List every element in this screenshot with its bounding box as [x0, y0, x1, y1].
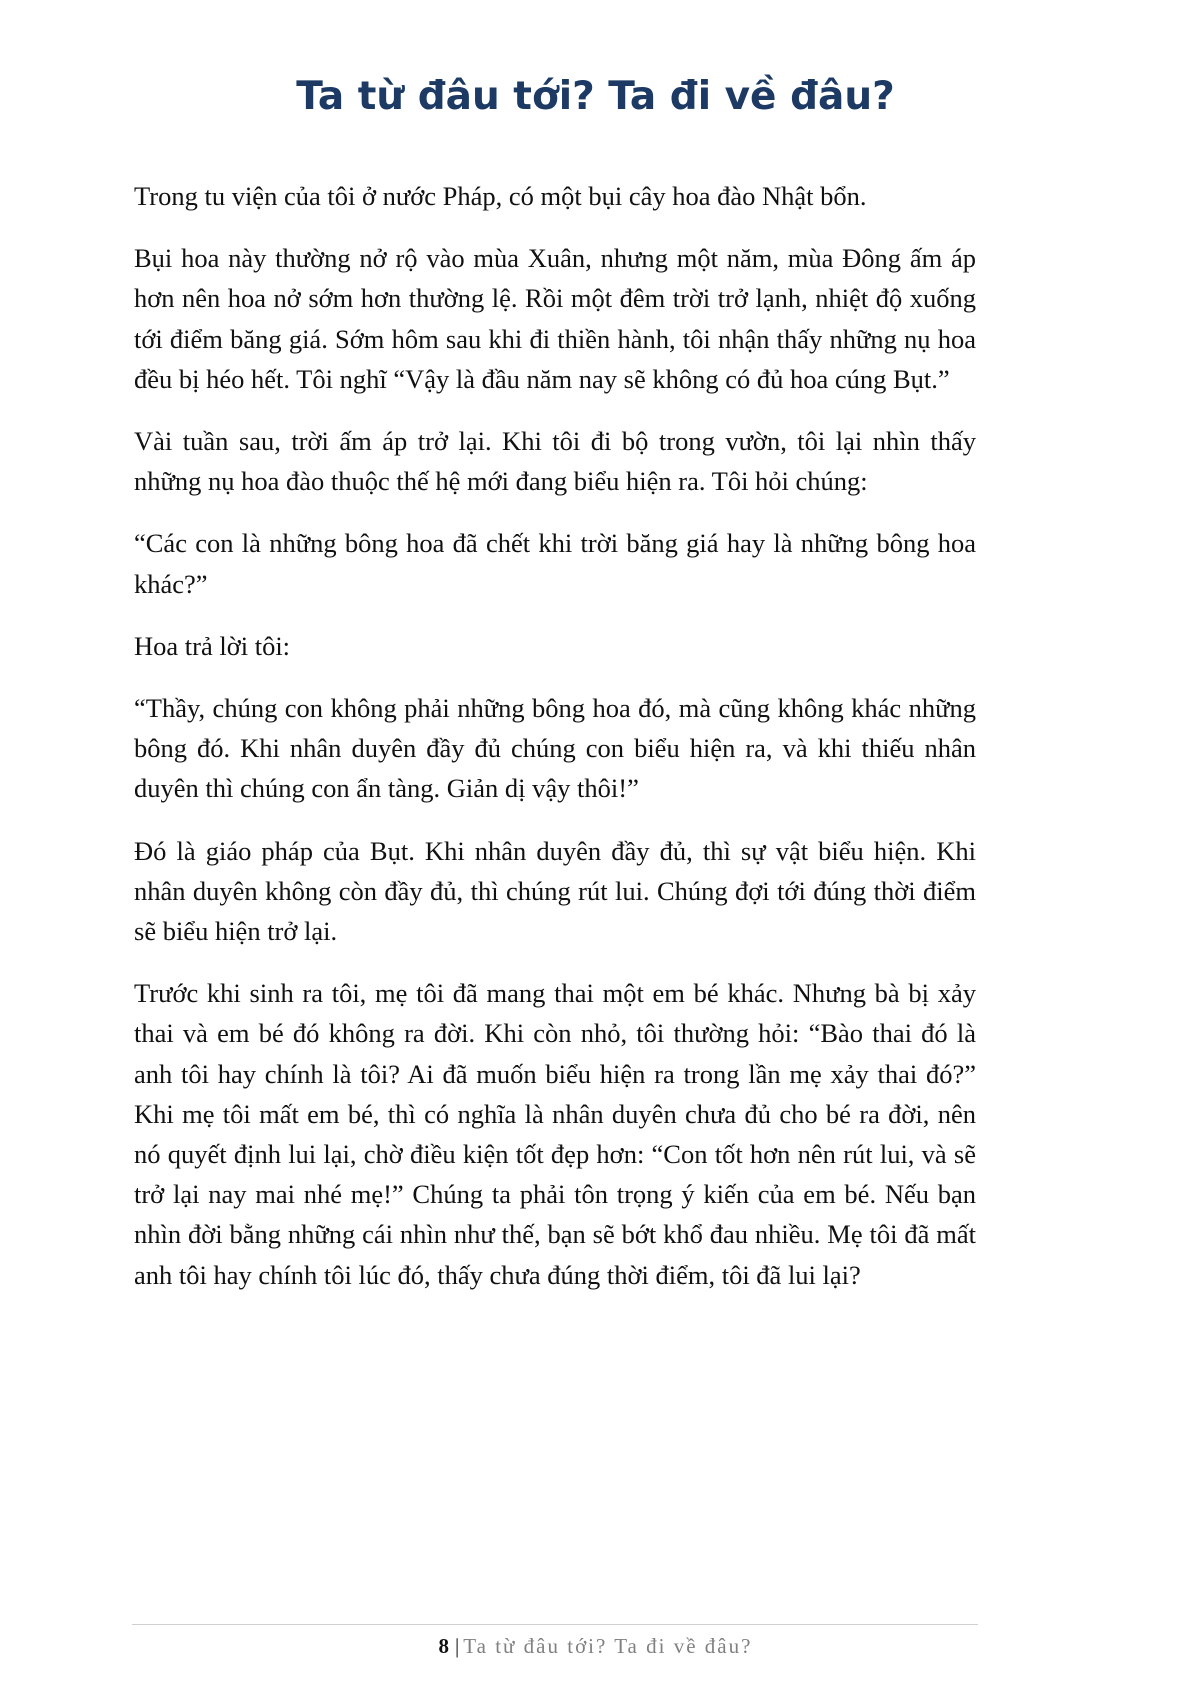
- page-footer: [0, 1634, 1191, 1659]
- footer-separator: |: [455, 1634, 460, 1658]
- footer-divider: [132, 1624, 978, 1625]
- body-text: [134, 176, 976, 1317]
- paragraph: Hoa trả lời tôi:: [134, 630, 291, 661]
- paragraph: “Thầy, chúng con không phải những bông hoa đó, mà cũng không khác những bông đó. Khi nhân duyên đầy đủ chúng con biểu hiện ra, và khi thiếu nhân duyên thì chúng con ẩn tàng. Giản dị vậy thôi!”: [134, 693, 976, 804]
- paragraph: Trước khi sinh ra tôi, mẹ tôi đã mang thai một em bé khác. Nhưng bà bị xảy thai và em bé đó không ra đời. Khi còn nhỏ, tôi thường hỏi: “Bào thai đó là anh tôi hay chính là tôi? Ai đã muốn biểu hiện ra trong lần mẹ xảy thai đó?” Khi mẹ tôi mất em bé, thì có nghĩa là nhân duyên chưa đủ cho bé ra đời, nên nó quyết định lui lại, chờ điều kiện tốt đẹp hơn: “Con tốt hơn nên rút lui, và sẽ trở lại nay mai nhé mẹ!” Chúng ta phải tôn trọng ý kiến của em bé. Nếu bạn nhìn đời bằng những cái nhìn như thế, bạn sẽ bớt khổ đau nhiều. Mẹ tôi đã mất anh tôi hay chính tôi lúc đó, thấy chưa đúng thời điểm, tôi đã lui lại?: [134, 978, 976, 1290]
- paragraph: Trong tu viện của tôi ở nước Pháp, có một bụi cây hoa đào Nhật bổn.: [134, 181, 867, 211]
- paragraph: “Các con là những bông hoa đã chết khi trời băng giá hay là những bông hoa khác?”: [134, 528, 976, 599]
- page-title: Ta từ đâu tới? Ta đi về đâu?: [296, 74, 895, 119]
- paragraph: Bụi hoa này thường nở rộ vào mùa Xuân, nhưng một năm, mùa Đông ấm áp hơn nên hoa nở sớm hơn thường lệ. Rồi một đêm trời trở lạnh, nhiệt độ xuống tới điểm băng giá. Sớm hôm sau khi đi thiền hành, tôi nhận thấy những nụ hoa đều bị héo hết. Tôi nghĩ “Vậy là đầu năm nay sẽ không có đủ hoa cúng Bụt.”: [134, 243, 976, 394]
- paragraph: Vài tuần sau, trời ấm áp trở lại. Khi tôi đi bộ trong vườn, tôi lại nhìn thấy những nụ hoa đào thuộc thế hệ mới đang biểu hiện ra. Tôi hỏi chúng:: [134, 426, 976, 497]
- running-title: Ta từ đâu tới? Ta đi về đâu?: [463, 1634, 753, 1658]
- paragraph: Đó là giáo pháp của Bụt. Khi nhân duyên đầy đủ, thì sự vật biểu hiện. Khi nhân duyên không còn đầy đủ, thì chúng rút lui. Chúng đợi tới đúng thời điểm sẽ biểu hiện trở lại.: [134, 835, 976, 947]
- page-number: 8: [438, 1634, 450, 1658]
